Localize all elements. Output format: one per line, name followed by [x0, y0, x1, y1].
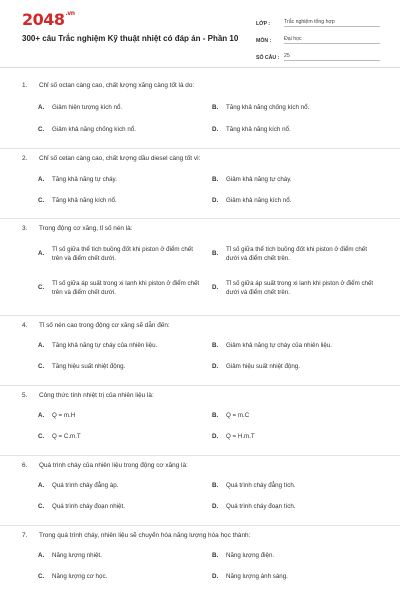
option-text: Giảm khả năng tự cháy của nhiên liệu.	[226, 342, 332, 349]
answer-option[interactable]	[38, 175, 202, 184]
document-header	[0, 0, 400, 68]
option-text: Giảm khả năng tự cháy.	[226, 176, 292, 183]
logo-suffix: .vn	[65, 10, 75, 17]
question-number: 5.	[22, 392, 28, 399]
meta-row-count	[256, 46, 380, 61]
option-text: Năng lượng nhiệt.	[52, 552, 102, 559]
meta-row-subject	[256, 29, 380, 44]
option-text: Quá trình cháy đoạn tích.	[226, 503, 296, 510]
option-text: Tăng khả năng tự cháy.	[52, 176, 117, 183]
meta-key: SỐ CÂU :	[256, 55, 280, 61]
option-text: Q = m.H	[52, 412, 76, 419]
question-stem	[22, 322, 170, 329]
option-letter: B.	[212, 482, 219, 489]
option-letter: D.	[212, 197, 219, 204]
question-list	[0, 76, 400, 596]
question-stem	[22, 462, 188, 469]
option-letter: B.	[212, 250, 219, 257]
option-letter: B.	[212, 342, 219, 349]
option-letter: C.	[38, 197, 45, 204]
option-text: Tăng hiệu suất nhiệt động.	[52, 363, 126, 370]
answer-option[interactable]	[212, 125, 376, 134]
option-text: Giảm khả năng kích nổ.	[226, 197, 292, 204]
meta-value: 25	[284, 53, 380, 61]
option-text: Tỉ số giữa áp suất trong xi lanh khi piston ở điểm chết dưới và điểm chết trên.	[226, 280, 374, 296]
meta-row-class	[256, 12, 380, 27]
answer-option[interactable]	[212, 551, 376, 560]
question-item	[0, 526, 400, 596]
option-letter: B.	[212, 176, 219, 183]
meta-value: Trắc nghiệm tổng hợp	[284, 19, 380, 27]
document-meta	[256, 12, 380, 63]
option-letter: A.	[38, 104, 45, 111]
option-letter: B.	[212, 412, 219, 419]
question-text: Chỉ số octan càng cao, chất lượng xăng càng tốt là do:	[39, 82, 195, 89]
document-title: 300+ câu Trắc nghiệm Kỹ thuật nhiệt có đáp án - Phần 10	[22, 34, 239, 43]
option-text: Quá trình cháy đẳng áp.	[52, 482, 119, 489]
question-stem	[22, 532, 250, 539]
answer-option[interactable]	[212, 362, 376, 371]
logo-text: 2048	[22, 10, 65, 29]
answer-option[interactable]	[38, 481, 202, 490]
answer-option[interactable]	[38, 341, 202, 350]
question-item	[0, 316, 400, 386]
option-text: Tăng khả năng chống kích nổ.	[226, 104, 310, 111]
answer-option[interactable]	[212, 245, 376, 263]
answer-option[interactable]	[38, 279, 202, 297]
answer-option[interactable]	[38, 502, 202, 511]
question-text: Tỉ số nén cao trong động cơ xăng sẽ dẫn đến:	[39, 322, 170, 329]
question-item	[0, 456, 400, 526]
option-text: Giảm hiệu suất nhiệt động.	[226, 363, 300, 370]
option-text: Tăng khả năng kích nổ.	[52, 197, 117, 204]
question-text: Trong động cơ xăng, tỉ số nén là:	[39, 225, 133, 232]
answer-option[interactable]	[38, 572, 202, 581]
option-text: Năng lượng ánh sáng.	[226, 573, 288, 580]
answer-option[interactable]	[38, 103, 202, 112]
question-text: Chỉ số cetan càng cao, chất lượng dầu diesel càng tốt vì:	[39, 155, 201, 162]
question-stem	[22, 392, 154, 399]
option-letter: C.	[38, 126, 45, 133]
option-text: Q = C.m.T	[52, 433, 81, 440]
option-text: Quá trình cháy đoạn nhiệt.	[52, 503, 125, 510]
option-text: Q = m.C	[226, 412, 250, 419]
answer-option[interactable]	[212, 481, 376, 490]
question-number: 6.	[22, 462, 28, 469]
option-text: Quá trình cháy đẳng tích.	[226, 482, 296, 489]
option-letter: C.	[38, 573, 45, 580]
option-letter: C.	[38, 363, 45, 370]
question-text: Công thức tính nhiệt trị của nhiên liệu là:	[39, 392, 154, 399]
option-text: Q = H.m.T	[226, 433, 255, 440]
question-number: 7.	[22, 532, 28, 539]
option-text: Tăng khả năng kích nổ.	[226, 126, 291, 133]
answer-option[interactable]	[38, 551, 202, 560]
option-letter: A.	[38, 412, 45, 419]
option-letter: A.	[38, 176, 45, 183]
answer-option[interactable]	[38, 125, 202, 134]
option-letter: A.	[38, 482, 45, 489]
site-logo[interactable]	[22, 10, 75, 29]
answer-option[interactable]	[212, 411, 376, 420]
question-stem	[22, 82, 194, 89]
answer-option[interactable]	[38, 245, 202, 263]
option-letter: C.	[38, 433, 45, 440]
question-number: 4.	[22, 322, 28, 329]
option-letter: C.	[38, 284, 45, 291]
question-stem	[22, 225, 132, 232]
answer-option[interactable]	[212, 279, 376, 297]
option-text: Giảm hiện tượng kích nổ.	[52, 104, 123, 111]
option-letter: A.	[38, 342, 45, 349]
option-letter: A.	[38, 250, 45, 257]
option-letter: A.	[38, 552, 45, 559]
answer-option[interactable]	[212, 103, 376, 112]
option-letter: C.	[38, 503, 45, 510]
option-text: Tỉ số giữa thể tích buồng đốt khi piston ở điểm chết trên và điểm chết dưới.	[52, 246, 193, 262]
option-letter: D.	[212, 503, 219, 510]
question-item	[0, 219, 400, 316]
question-number: 1.	[22, 82, 28, 89]
option-letter: D.	[212, 126, 219, 133]
option-text: Năng lượng cơ học.	[52, 573, 108, 580]
answer-option[interactable]	[212, 432, 376, 441]
answer-option[interactable]	[212, 502, 376, 511]
question-item	[0, 76, 400, 149]
answer-option[interactable]	[38, 362, 202, 371]
answer-option[interactable]	[38, 432, 202, 441]
question-item	[0, 386, 400, 456]
option-letter: D.	[212, 433, 219, 440]
answer-option[interactable]	[212, 196, 376, 205]
answer-option[interactable]	[212, 175, 376, 184]
meta-value: Đại học	[284, 36, 380, 44]
question-text: Quá trình cháy của nhiên liệu trong động cơ xăng là:	[39, 462, 188, 469]
option-letter: B.	[212, 104, 219, 111]
option-letter: D.	[212, 363, 219, 370]
option-text: Tỉ số giữa áp suất trong xi lanh khi piston ở điểm chết trên và điểm chết dưới.	[52, 280, 200, 296]
question-item	[0, 149, 400, 219]
option-letter: B.	[212, 552, 219, 559]
question-number: 3.	[22, 225, 28, 232]
option-text: Tỉ số giữa thể tích buồng đốt khi piston ở điểm chết dưới và điểm chết trên.	[226, 246, 367, 262]
option-letter: D.	[212, 284, 219, 291]
option-text: Năng lượng điện.	[226, 552, 275, 559]
answer-option[interactable]	[212, 341, 376, 350]
option-letter: D.	[212, 573, 219, 580]
meta-key: MÔN :	[256, 38, 272, 44]
question-number: 2.	[22, 155, 28, 162]
answer-option[interactable]	[38, 196, 202, 205]
question-text: Trong quá trình cháy, nhiên liệu sẽ chuyển hóa năng lượng hóa học thành:	[39, 532, 251, 539]
question-stem	[22, 155, 201, 162]
option-text: Tăng khả năng tự cháy của nhiên liệu.	[52, 342, 158, 349]
answer-option[interactable]	[212, 572, 376, 581]
answer-option[interactable]	[38, 411, 202, 420]
meta-key: LỚP :	[256, 21, 271, 27]
option-text: Giảm khả năng chống kích nổ.	[52, 126, 136, 133]
